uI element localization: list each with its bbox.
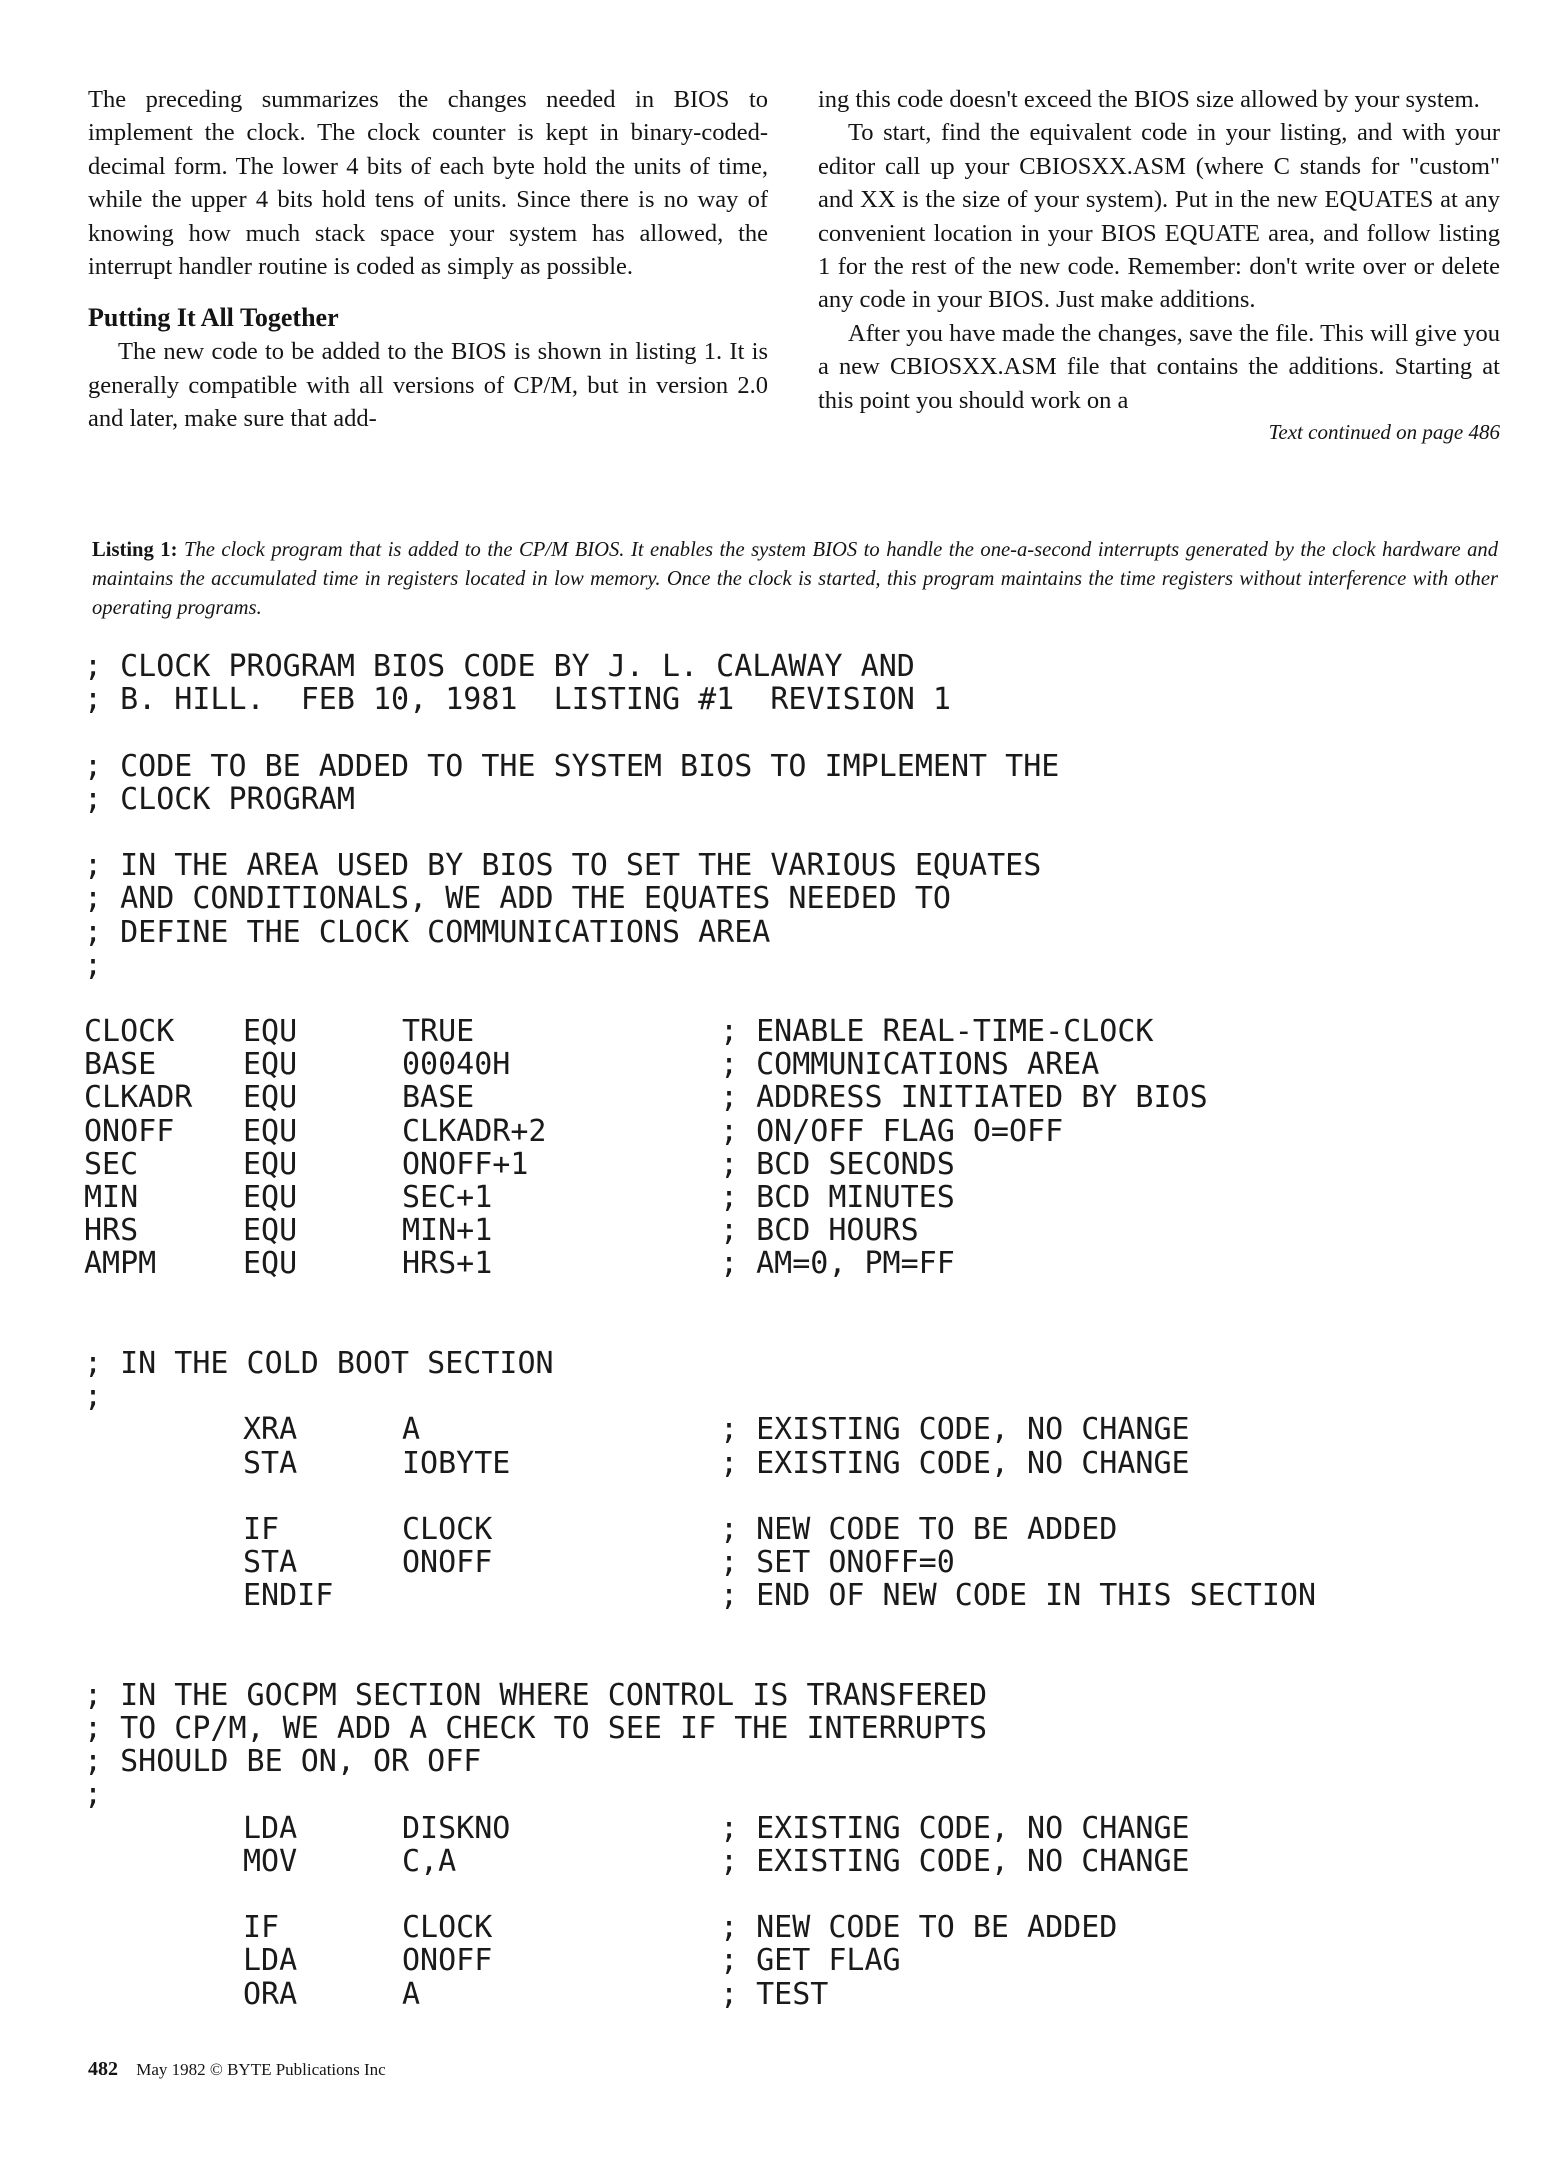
code-opcode: EQU bbox=[243, 1213, 298, 1249]
code-blank-line bbox=[84, 982, 1504, 1015]
code-label: MIN bbox=[84, 1180, 139, 1215]
code-inline-comment: ; EXISTING CODE, NO CHANGE bbox=[720, 1445, 1190, 1481]
code-label: BASE bbox=[84, 1047, 157, 1083]
code-label: ONOFF bbox=[84, 1113, 175, 1149]
code-comment: ; SHOULD BE ON, OR OFF bbox=[84, 1744, 482, 1780]
code-comment-line bbox=[84, 1347, 1504, 1380]
code-operand: ONOFF bbox=[402, 1545, 493, 1581]
code-statement-line bbox=[84, 1447, 1504, 1480]
code-comment-line bbox=[84, 650, 1504, 683]
code-inline-comment: ; TEST bbox=[720, 1976, 829, 2012]
code-opcode: EQU bbox=[243, 1180, 298, 1215]
page-footer bbox=[88, 2057, 386, 2082]
code-label: HRS bbox=[84, 1213, 139, 1249]
section-heading: Putting It All Together bbox=[88, 303, 339, 333]
code-operand: DISKNO bbox=[402, 1810, 511, 1846]
code-comment: ; DEFINE THE CLOCK COMMUNICATIONS AREA bbox=[84, 914, 771, 950]
code-blank-line bbox=[84, 1281, 1504, 1314]
code-inline-comment: ; BCD SECONDS bbox=[720, 1146, 955, 1182]
code-label: SEC bbox=[84, 1146, 139, 1182]
code-blank-line bbox=[84, 716, 1504, 749]
code-opcode: STA bbox=[243, 1445, 298, 1481]
code-inline-comment: ; NEW CODE TO BE ADDED bbox=[720, 1511, 1118, 1547]
code-label: AMPM bbox=[84, 1246, 157, 1282]
code-statement-line bbox=[84, 1911, 1504, 1944]
code-statement-line bbox=[84, 1413, 1504, 1446]
code-blank-line bbox=[84, 1480, 1504, 1513]
code-inline-comment: ; EXISTING CODE, NO CHANGE bbox=[720, 1843, 1190, 1879]
code-statement-line bbox=[84, 1812, 1504, 1845]
code-comment-line bbox=[84, 750, 1504, 783]
code-comment: ; IN THE COLD BOOT SECTION bbox=[84, 1345, 554, 1381]
code-comment-line bbox=[84, 1679, 1504, 1712]
code-opcode: XRA bbox=[243, 1412, 298, 1448]
code-comment: ; CLOCK PROGRAM BIOS CODE BY J. L. CALAWAY AND bbox=[84, 649, 915, 684]
code-operand: IOBYTE bbox=[402, 1445, 511, 1481]
code-statement-line bbox=[84, 1081, 1504, 1114]
code-comment: ; bbox=[84, 1777, 103, 1813]
code-comment-line bbox=[84, 916, 1504, 949]
code-label: CLKADR bbox=[84, 1080, 193, 1116]
code-operand: CLOCK bbox=[402, 1511, 493, 1547]
code-opcode: EQU bbox=[243, 1047, 298, 1083]
code-blank-line bbox=[84, 816, 1504, 849]
code-opcode: STA bbox=[243, 1545, 298, 1581]
code-opcode: ORA bbox=[243, 1976, 298, 2012]
code-blank-line bbox=[84, 1878, 1504, 1911]
code-opcode: EQU bbox=[243, 1113, 298, 1149]
code-statement-line bbox=[84, 1944, 1504, 1977]
page-number: 482 bbox=[88, 2058, 118, 2080]
listing-caption bbox=[92, 536, 1498, 623]
code-operand: BASE bbox=[402, 1080, 475, 1116]
code-operand: CLKADR+2 bbox=[402, 1113, 547, 1149]
code-operand: A bbox=[402, 1976, 421, 2012]
code-statement-line bbox=[84, 1015, 1504, 1048]
code-statement-line bbox=[84, 1247, 1504, 1280]
right-paragraph-3: After you have made the changes, save the file. This will give you a new CBIOSXX.ASM file that contains the additions. Starting at this point you should work on a bbox=[818, 319, 1500, 414]
left-paragraph-1: The preceding summarizes the changes needed in BIOS to implement the clock. The clock counter is kept in binary-coded-decimal form. The lower 4 bits of each byte hold the units of time, while the upper 4 bits hold tens of units. Since there is no way of knowing how much stack space your system has allowed, the interrupt handler routine is coded as simply as possible. bbox=[88, 86, 768, 281]
code-statement-line bbox=[84, 1546, 1504, 1579]
code-comment: ; AND CONDITIONALS, WE ADD THE EQUATES NEEDED TO bbox=[84, 881, 951, 917]
code-comment-line bbox=[84, 1380, 1504, 1413]
code-opcode: EQU bbox=[243, 1080, 298, 1116]
code-blank-line bbox=[84, 1314, 1504, 1347]
code-comment-line bbox=[84, 849, 1504, 882]
code-statement-line bbox=[84, 1978, 1504, 2011]
code-opcode: LDA bbox=[243, 1810, 298, 1846]
code-operand: CLOCK bbox=[402, 1910, 493, 1946]
code-operand: ONOFF bbox=[402, 1943, 493, 1979]
code-statement-line bbox=[84, 1148, 1504, 1181]
code-inline-comment: ; BCD HOURS bbox=[720, 1213, 919, 1249]
code-statement-line bbox=[84, 1048, 1504, 1081]
code-operand: C,A bbox=[402, 1843, 457, 1879]
code-statement-line bbox=[84, 1214, 1504, 1247]
code-inline-comment: ; GET FLAG bbox=[720, 1943, 901, 1979]
continued-note: Text continued on page 486 bbox=[1268, 420, 1500, 445]
left-text-column bbox=[88, 83, 768, 436]
code-inline-comment: ; END OF NEW CODE IN THIS SECTION bbox=[720, 1578, 1317, 1614]
code-operand: TRUE bbox=[402, 1014, 475, 1050]
code-statement-line bbox=[84, 1513, 1504, 1546]
code-opcode: ENDIF bbox=[243, 1578, 334, 1614]
code-comment: ; bbox=[84, 1379, 103, 1415]
code-comment: ; CODE TO BE ADDED TO THE SYSTEM BIOS TO IMPLEMENT THE bbox=[84, 748, 1060, 784]
code-operand: MIN+1 bbox=[402, 1213, 493, 1249]
code-comment: ; TO CP/M, WE ADD A CHECK TO SEE IF THE INTERRUPTS bbox=[84, 1711, 988, 1746]
code-comment: ; bbox=[84, 947, 103, 983]
caption-text: The clock program that is added to the CP/M BIOS. It enables the system BIOS to handle the one-a-second interrupts generated by the clock hardware and maintains the accumulated time in registers located in low memory. Once the clock is started, this program maintains the time registers without interference with other operating programs. bbox=[92, 539, 1498, 619]
code-comment-line bbox=[84, 882, 1504, 915]
code-inline-comment: ; EXISTING CODE, NO CHANGE bbox=[720, 1412, 1190, 1448]
code-comment: ; IN THE GOCPM SECTION WHERE CONTROL IS TRANSFERED bbox=[84, 1677, 988, 1713]
code-operand: A bbox=[402, 1412, 421, 1448]
code-comment-line bbox=[84, 949, 1504, 982]
code-opcode: EQU bbox=[243, 1014, 298, 1050]
code-inline-comment: ; ADDRESS INITIATED BY BIOS bbox=[720, 1080, 1208, 1116]
code-operand: ONOFF+1 bbox=[402, 1146, 529, 1182]
code-opcode: EQU bbox=[243, 1246, 298, 1282]
code-opcode: EQU bbox=[243, 1146, 298, 1182]
code-inline-comment: ; AM=0, PM=FF bbox=[720, 1246, 955, 1282]
caption-label: Listing 1: bbox=[92, 539, 178, 561]
code-blank-line bbox=[84, 1612, 1504, 1645]
left-paragraph-2: The new code to be added to the BIOS is shown in listing 1. It is generally compatible with all versions of CP/M, but in version 2.0 and later, make sure that add- bbox=[88, 338, 768, 433]
code-statement-line bbox=[84, 1845, 1504, 1878]
issue-credit: May 1982 © BYTE Publications Inc bbox=[136, 2060, 386, 2079]
code-comment: ; CLOCK PROGRAM bbox=[84, 781, 355, 817]
code-opcode: IF bbox=[243, 1511, 280, 1547]
code-comment-line bbox=[84, 1712, 1504, 1745]
code-operand: HRS+1 bbox=[402, 1246, 493, 1282]
code-blank-line bbox=[84, 1646, 1504, 1679]
code-comment-line bbox=[84, 1778, 1504, 1811]
code-statement-line bbox=[84, 1579, 1504, 1612]
code-statement-line bbox=[84, 1115, 1504, 1148]
code-inline-comment: ; COMMUNICATIONS AREA bbox=[720, 1047, 1100, 1083]
code-comment: ; IN THE AREA USED BY BIOS TO SET THE VARIOUS EQUATES bbox=[84, 848, 1042, 884]
right-paragraph-1: ing this code doesn't exceed the BIOS size allowed by your system. bbox=[818, 86, 1480, 113]
code-comment-line bbox=[84, 1745, 1504, 1778]
code-inline-comment: ; BCD MINUTES bbox=[720, 1180, 955, 1215]
code-inline-comment: ; EXISTING CODE, NO CHANGE bbox=[720, 1810, 1190, 1846]
right-text-column bbox=[818, 83, 1500, 447]
code-inline-comment: ; ENABLE REAL-TIME-CLOCK bbox=[720, 1014, 1154, 1050]
code-label: CLOCK bbox=[84, 1014, 175, 1050]
code-comment-line bbox=[84, 783, 1504, 816]
code-inline-comment: ; ON/OFF FLAG O=OFF bbox=[720, 1113, 1064, 1149]
code-comment-line bbox=[84, 683, 1504, 716]
code-opcode: MOV bbox=[243, 1843, 298, 1879]
code-comment: ; B. HILL. FEB 10, 1981 LISTING #1 REVISION 1 bbox=[84, 682, 951, 718]
right-paragraph-2: To start, find the equivalent code in your listing, and with your editor call up your CBIOSXX.ASM (where C stands for "custom" and XX is the size of your system). Put in the new EQUATES at any convenient location in your BIOS EQUATE area, and follow listing 1 for the rest of the new code. Remember: don't write over or delete any code in your BIOS. Just make additions. bbox=[818, 119, 1500, 314]
code-listing bbox=[84, 650, 1504, 2011]
code-inline-comment: ; NEW CODE TO BE ADDED bbox=[720, 1910, 1118, 1946]
code-statement-line bbox=[84, 1181, 1504, 1214]
code-operand: SEC+1 bbox=[402, 1180, 493, 1215]
code-operand: 00040H bbox=[402, 1047, 511, 1083]
code-inline-comment: ; SET ONOFF=0 bbox=[720, 1545, 955, 1581]
code-opcode: IF bbox=[243, 1910, 280, 1946]
code-opcode: LDA bbox=[243, 1943, 298, 1979]
